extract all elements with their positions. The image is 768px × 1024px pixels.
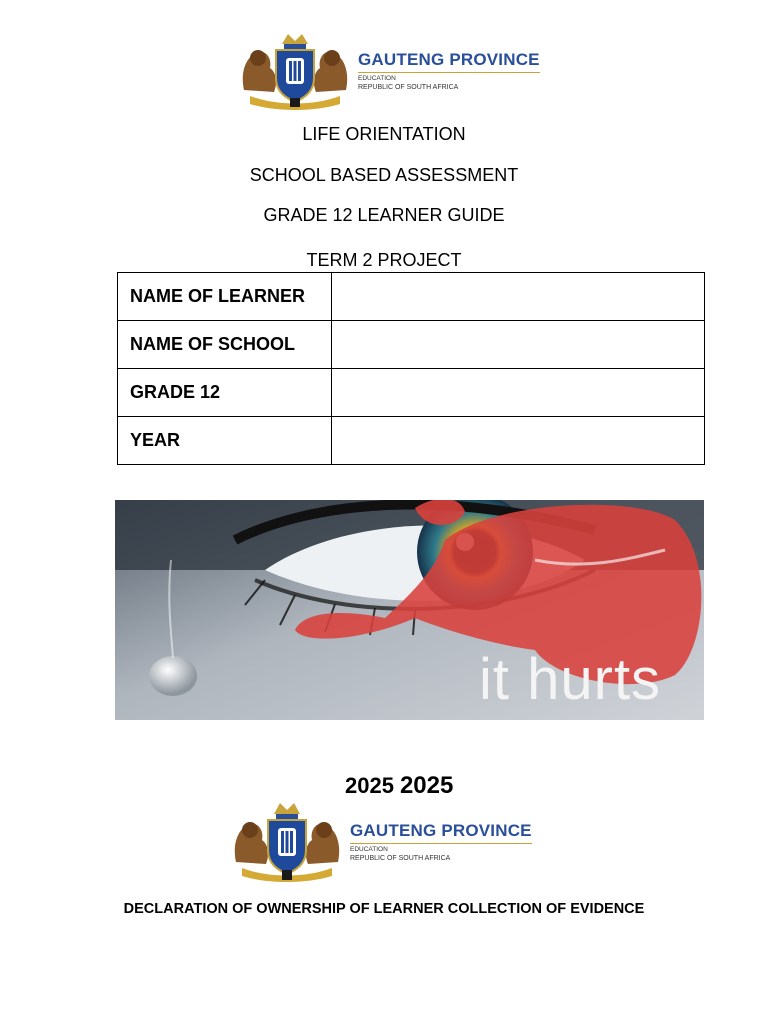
footer-logo — [228, 800, 532, 884]
row-label: NAME OF SCHOOL — [118, 321, 332, 369]
term-heading: TERM 2 PROJECT — [306, 250, 462, 270]
table-row — [118, 417, 705, 465]
name-of-learner-field[interactable] — [332, 273, 705, 321]
row-label: YEAR — [118, 417, 332, 465]
row-label: GRADE 12 — [118, 369, 332, 417]
coat-of-arms-icon — [228, 800, 346, 884]
banner-caption: it hurts — [479, 647, 662, 712]
coat-of-arms-icon — [236, 32, 354, 110]
grade-field[interactable] — [332, 369, 705, 417]
table-row — [118, 273, 705, 321]
it-hurts-banner — [115, 500, 704, 720]
province-name: GAUTENG PROVINCE — [358, 51, 540, 73]
header-logo — [236, 32, 540, 110]
declaration-heading: DECLARATION OF OWNERSHIP OF LEARNER COLLECTION OF EVIDENCE — [123, 901, 645, 917]
subject-heading: LIFE ORIENTATION — [302, 124, 466, 144]
country-name: REPUBLIC OF SOUTH AFRICA — [350, 854, 451, 862]
table-row — [118, 321, 705, 369]
name-of-school-field[interactable] — [332, 321, 705, 369]
province-name: GAUTENG PROVINCE — [350, 822, 532, 844]
year-line — [345, 772, 453, 800]
guide-heading: GRADE 12 LEARNER GUIDE — [263, 205, 505, 225]
department-name: EDUCATION — [350, 845, 388, 853]
year-field[interactable] — [332, 417, 705, 465]
department-name: EDUCATION — [358, 74, 396, 82]
assessment-heading: SCHOOL BASED ASSESSMENT — [249, 165, 519, 185]
table-row — [118, 369, 705, 417]
learner-info-table — [117, 272, 705, 465]
row-label: NAME OF LEARNER — [118, 273, 332, 321]
year-first: 2025 — [345, 773, 394, 798]
year-second: 2025 — [399, 772, 454, 799]
country-name: REPUBLIC OF SOUTH AFRICA — [358, 83, 459, 91]
